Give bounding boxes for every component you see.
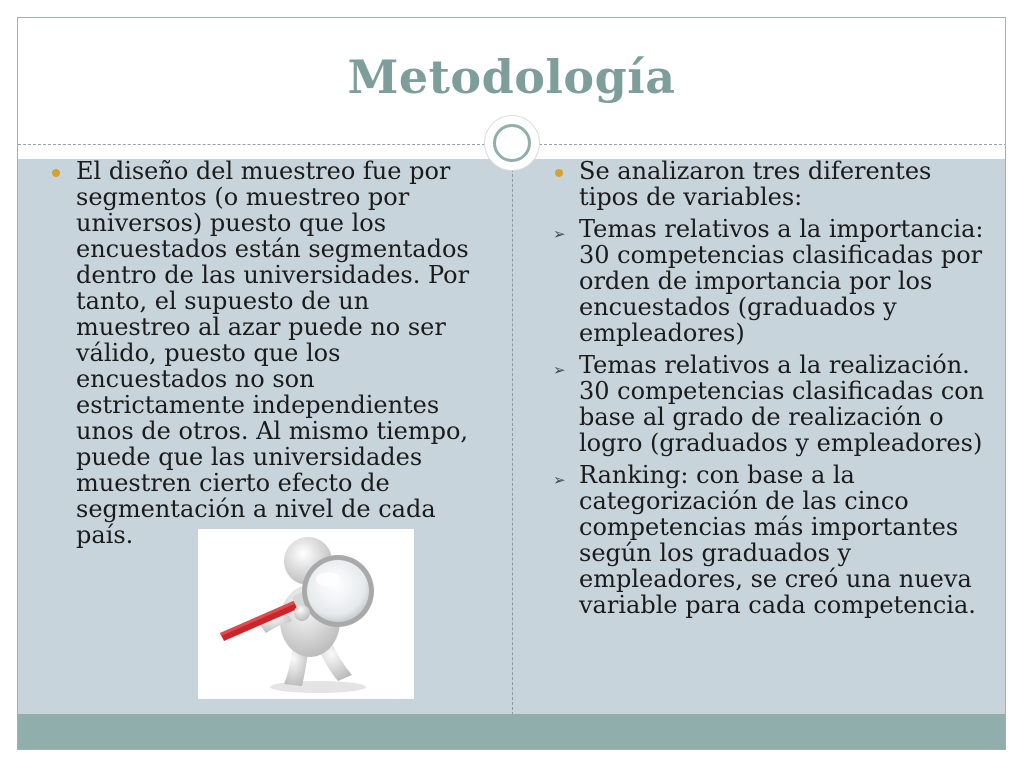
column-divider: [512, 159, 513, 715]
right-bullet-text-2: Temas relativos a la importancia: 30 competencias clasificadas por orden de importancia por los encuestados (graduados y empleadores): [579, 215, 984, 347]
bullet-dot-icon: [555, 169, 563, 177]
right-bullet-text-3: Temas relativos a la realización. 30 competencias clasificadas con base al grado de realización o logro (graduados y empleadores): [579, 351, 985, 457]
left-column: [48, 158, 488, 554]
right-bullet-item-3: [551, 352, 996, 456]
title-divider-right: [539, 144, 1006, 145]
bullet-dot-icon: [52, 169, 60, 177]
right-bullet-text-1: Se analizaron tres diferentes tipos de variables:: [579, 157, 932, 211]
slide-title: Metodología: [347, 50, 676, 104]
right-bullet-text-4: Ranking: con base a la categorización de las cinco competencias más importantes según los graduados y empleadores, se creó una nueva variable para cada competencia.: [579, 461, 976, 619]
ring-ornament-icon: [485, 116, 539, 170]
magnifying-glass-figure-icon: [198, 529, 414, 699]
right-bullet-item-4: [551, 462, 996, 618]
left-bullet-text-1: El diseño del muestreo fue por segmentos (o muestreo por universos) puesto que los encuestados están segmentados dentro de las universidades. Por tanto, el supuesto de un muestreo al azar puede no ser válido, puesto que los encuestados no son estrictamente independientes unos de otros. Al mismo tiempo, puede que las universidades muestren cierto efecto de segmentación a nivel de cada país.: [76, 157, 470, 549]
left-bullet-item-1: [48, 158, 488, 548]
right-bullet-item-1: [551, 158, 996, 210]
title-divider-left: [18, 144, 485, 145]
arrow-bullet-icon: ➢: [553, 225, 566, 243]
slide: [17, 17, 1006, 750]
ring-inner: [493, 124, 531, 162]
magnifying-glass-figure-image: [198, 529, 414, 699]
footer-bar: [18, 714, 1005, 749]
arrow-bullet-icon: ➢: [553, 361, 566, 379]
right-bullet-item-2: [551, 216, 996, 346]
right-column: [551, 158, 996, 624]
arrow-bullet-icon: ➢: [553, 471, 566, 489]
